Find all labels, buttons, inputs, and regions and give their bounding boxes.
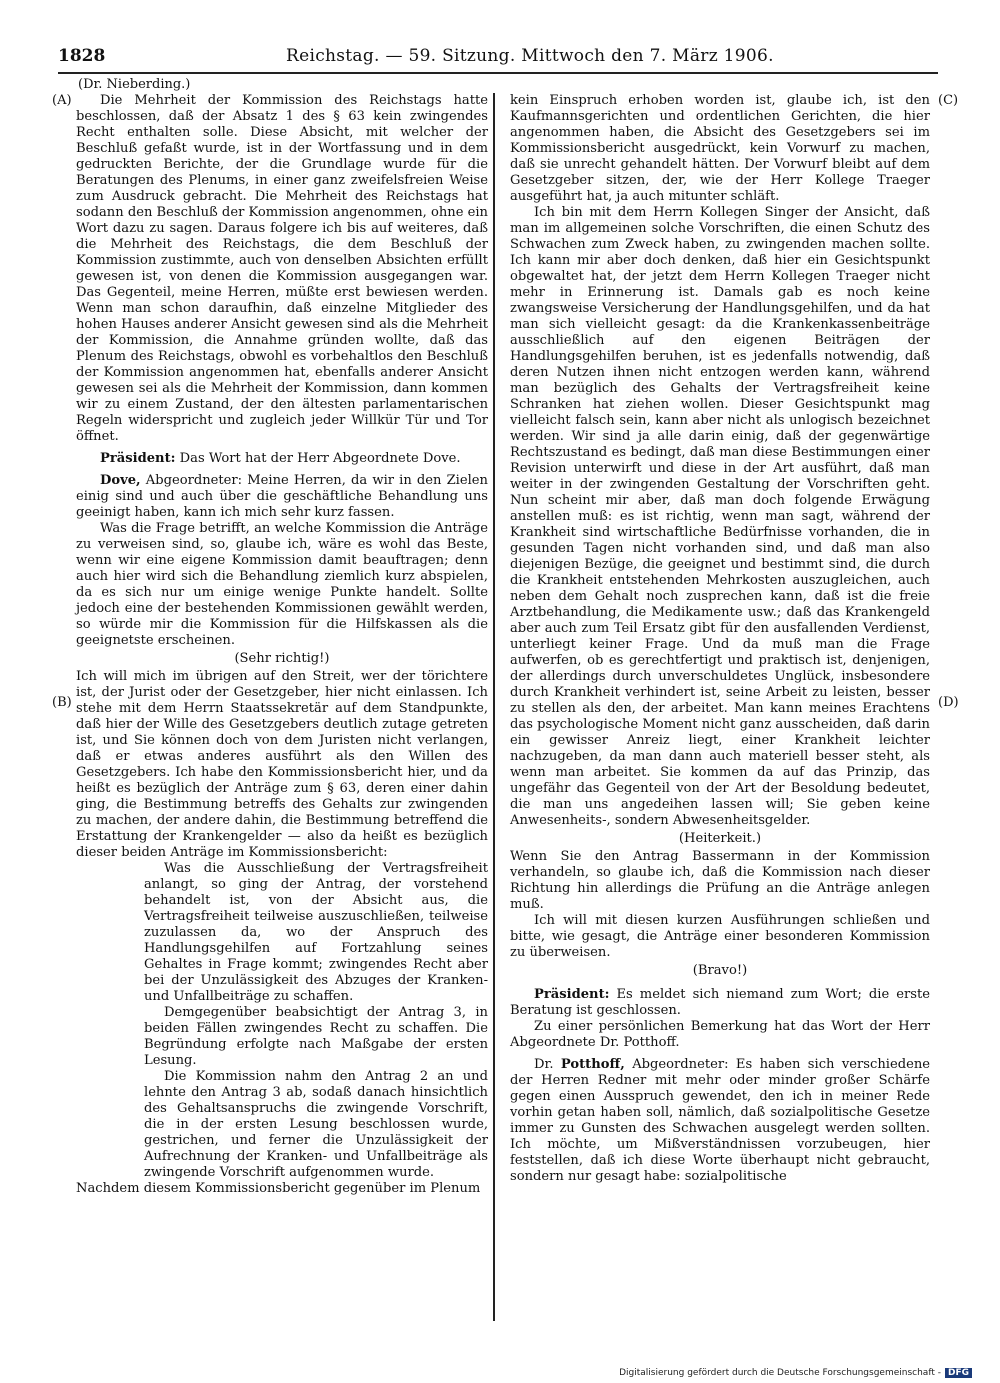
paragraph: Ich bin mit dem Herrn Kollegen Singer der Ansicht, daß man im allgemeinen solche Vorschriften, die einen Schutz des Schwachen zum Zweck haben, zu zwingenden machen sollte. Ich kann mir aber doch denken, daß hier ein Gesichtspunkt obgewaltet hat, der jetzt dem Herrn Kollegen Traeger nicht mehr in Erinnerung ist. Damals gab es noch keine zwangsweise Versicherung der Handlungsgehilfen, und da hat man sich vielleicht gesagt: da die Krankenkassenbeiträge ausschließlich auf den eigenen Beiträgen der Handlungsgehilfen beruhen, ist es jedenfalls notwendig, daß deren Nutzen ihnen nicht entzogen werden kann, während man bezüglich des Gehalts der Vertragsfreiheit keine Schranken hat ziehen wollen. Dieser Gesichtspunkt mag vielleicht falsch sein, kann aber nicht als unlogisch bezeichnet werden. Wir sind ja alle darin einig, daß der gegenwärtige Rechtszustand es bedingt, daß man diese Bestimmungen einer Revision unterwirft und diese in der Art ausführt, daß man weiter in der zwingenden Gestaltung der Vorschriften geht. Nun scheint mir aber, daß man doch folgende Erwägung anstellen muß: es ist richtig, wenn man sagt, während der Krankheit sind wirtschaftliche Bedürfnisse vorhanden, die in gesunden Tagen nicht vorhanden sind, und daß man also diejenigen Bezüge, die geeignet und bestimmt sind, die durch die Krankheit entstehenden Mehrkosten auszugleichen, auch neben dem Gehalt noch zusprechen kann, daß ist die freie Arztbehandlung, die Medikamente usw.; daß das Krankengeld aber auch zum Teil Ersatz gibt für den ausfallenden Verdienst, unterliegt keiner Frage. Und da muß man die Frage aufwerfen, ob es gerechtfertigt und praktisch ist, denjenigen, der allerdings durch unverschuldetes Unglück, insbesondere durch Krankheit verhindert ist, seine Arbeit zu leisten, besser zu stellen als den, der arbeitet. Man kann meines Erachtens das psychologische Moment nicht ganz ausscheiden, daß darin ein gewisser Anreiz liegt, einer Krankheit leichter nachzugeben, da man dann auch materiell besser steht, als wenn man arbeitet. Sie kommen da auf das Prinzip, das ungefähr das Gegenteil von der Art der Besoldung bedeutet, die man uns angedeihen lassen will; Sie geben keine Anwesenheits-, sondern Abwesenheitsgelder. bbox=[510, 205, 930, 828]
page-number: 1828 bbox=[58, 46, 106, 66]
paragraph: Ich will mit diesen kurzen Ausführungen schließen und bitte, wie gesagt, die Anträge einer besonderen Kommission zu überweisen. bbox=[510, 913, 930, 960]
margin-mark-d: (D) bbox=[938, 695, 959, 710]
column-divider bbox=[493, 93, 495, 1321]
speech-text: Es meldet sich niemand zum Wort; die erste Beratung ist geschlossen. bbox=[510, 987, 930, 1018]
margin-mark-a: (A) bbox=[52, 93, 72, 108]
margin-mark-b: (B) bbox=[52, 695, 72, 710]
speaker-label: Dove, bbox=[100, 473, 141, 488]
block-quote bbox=[144, 861, 488, 1181]
paragraph: kein Einspruch erhoben worden ist, glaube ich, ist den Kaufmannsgerichten und ordentlichen Gerichten, die hier angenommen haben, die Absicht des Gesetzgebers sei im Kommissionsbericht ausgedrückt, kein Vorwurf zu machen, daß sie unrecht gehandelt hätten. Der Vorwurf bleibt auf dem Gesetzgeber sitzen, der, wie der Herr Kollege Traeger ausgeführt hat, ja auch mitunter schläft. bbox=[510, 93, 930, 204]
left-column bbox=[76, 93, 488, 1197]
dfg-logo: DFG bbox=[945, 1368, 972, 1378]
footer-text: Digitalisierung gefördert durch die Deutsche Forschungsgemeinschaft - bbox=[619, 1368, 941, 1378]
speaker-label: Potthoff, bbox=[560, 1057, 625, 1072]
quote-paragraph: Was die Ausschließung der Vertragsfreiheit anlangt, so ging der Antrag, der vorstehend behandelt ist, von der Absicht aus, die Vertragsfreiheit teilweise auszuschließen, teilweise zuzulassen da, wo der Anspruch des Handlungsgehilfen auf Fortzahlung seines Gehaltes in Frage kommt; zwingendes Recht aber bei der Unzulässigkeit des Abzuges der Kranken- und Unfallbeiträge zu schaffen. bbox=[144, 861, 488, 1004]
speaker-label: Präsident: bbox=[100, 451, 176, 466]
speaker-label: Präsident: bbox=[534, 987, 610, 1002]
page-header bbox=[58, 42, 938, 74]
paragraph: Ich will mich im übrigen auf den Streit, wer der törichtere ist, der Jurist oder der Gesetzgeber, hier nicht einlassen. Ich stehe mit dem Herrn Staatssekretär auf dem Standpunkte, daß hier der Wille des Gesetzgebers deutlich zutage getreten ist, und Sie können doch von dem Juristen nicht verlangen, daß er etwas anderes ausführt als den Willen des Gesetzgebers. Ich habe den Kommissionsbericht hier, und da heißt es bezüglich der Anträge zum § 63, deren einer dahin ging, die Bestimmung betreffs des Gehalts zur zwingenden zu machen, der andere dahin, die Bestimmung betreffend die Erstattung der Krankengelder — also da heißt es bezüglich dieser beiden Anträge im Kommissionsbericht: bbox=[76, 669, 488, 860]
interjection: (Heiterkeit.) bbox=[678, 831, 762, 846]
footer-credit bbox=[619, 1368, 972, 1378]
speaker-prefix: Dr. bbox=[534, 1057, 554, 1072]
paragraph: Nachdem diesem Kommissionsbericht gegenüber im Plenum bbox=[76, 1181, 481, 1196]
paragraph bbox=[510, 1057, 930, 1185]
margin-mark-c: (C) bbox=[938, 93, 959, 108]
paragraph: Zu einer persönlichen Bemerkung hat das Wort der Herr Abgeordnete Dr. Potthoff. bbox=[510, 1019, 930, 1050]
speech-text: Abgeordneter: Es haben sich verschiedene der Herren Redner mit mehr oder minder großer Schärfe gegen einen Ausspruch gewendet, den ich in meiner Rede vorhin getan haben soll, nämlich, daß sozialpolitische Gesetze immer zu Gunsten des Schwachen ausgelegt werden sollten. Ich möchte, um Mißverständnissen vorzubeugen, hier feststellen, daß ich diese Worte überhaupt nicht gebraucht, sondern nur gesagt habe: sozialpolitische bbox=[510, 1057, 931, 1184]
interjection: (Bravo!) bbox=[692, 963, 748, 978]
running-head: Reichstag. — 59. Sitzung. Mittwoch den 7. März 1906. bbox=[286, 46, 774, 66]
speech-text: Das Wort hat der Herr Abgeordnete Dove. bbox=[179, 451, 461, 466]
quote-paragraph: Demgegenüber beabsichtigt der Antrag 3, in beiden Fällen zwingendes Recht zu schaffen. Die Begründung erfolgte nach Maßgabe der ersten Lesung. bbox=[144, 1005, 488, 1068]
speaker-heading: (Dr. Nieberding.) bbox=[78, 77, 191, 92]
right-column bbox=[510, 93, 930, 1185]
interjection: (Sehr richtig!) bbox=[234, 651, 330, 666]
paragraph bbox=[510, 987, 930, 1019]
paragraph: Was die Frage betrifft, an welche Kommission die Anträge zu verweisen sind, so, glaube ich, wäre es wohl das Beste, wenn wir eine eigene Kommission damit beauftragen; denn auch hier wird sich die Behandlung ziemlich kurz abspielen, da es sich nur um einige wenige Punkte handelt. Sollte jedoch eine der bestehenden Kommissionen gewählt werden, so würde mir die Kommission für die Hilfskassen als die geeignetste erscheinen. bbox=[76, 521, 488, 648]
paragraph bbox=[76, 473, 488, 521]
paragraph: Wenn Sie den Antrag Bassermann in der Kommission verhandeln, so glaube ich, daß die Kommission nach dieser Richtung hin allerdings die Prüfung an die Anträge anlegen muß. bbox=[510, 849, 930, 912]
quote-paragraph: Die Kommission nahm den Antrag 2 an und lehnte den Antrag 3 ab, sodaß danach hinsichtlich des Gehaltsanspruchs die zwingende Vorschrift, die in der ersten Lesung beschlossen wurde, gestrichen, und ferner die Unzulässigkeit der Aufrechnung der Kranken- und Unfallbeiträge als zwingende Vorschrift aufgenommen wurde. bbox=[144, 1069, 488, 1180]
paragraph: Die Mehrheit der Kommission des Reichstags hatte beschlossen, daß der Absatz 1 des § 63 kein zwingendes Recht enthalten solle. Diese Absicht, mit welcher der Beschluß gefaßt wurde, ist in der Wortfassung und in dem gedruckten Berichte, der die Grundlage wurde für die Beratungen des Plenums, in einer ganz zweifelsfreien Weise zum Ausdruck gebracht. Die Mehrheit des Reichstags hat sodann den Beschluß der Kommission angenommen, ohne ein Wort dazu zu sagen. Daraus folgere ich bis auf weiteres, daß die Mehrheit des Reichstags, die dem Beschluß der Kommission zustimmte, auch von denselben Absichten erfüllt gewesen ist, von denen die Kommission ausgegangen war. Das Gegenteil, meine Herren, müßte erst bewiesen werden. Wenn man schon daraufhin, daß einzelne Mitglieder des hohen Hauses anderer Ansicht gewesen sind als die Mehrheit der Kommission, die Annahme gründen wollte, daß das Plenum des Reichstags, obwohl es vorbehaltlos den Beschluß der Kommission angenommen hat, ebenfalls anderer Ansicht gewesen sei als die Mehrheit der Kommission, dann kommen wir zu einem Zustand, der den ältesten parlamentarischen Regeln widerspricht und zugleich jeder Willkür Tür und Tor öffnet. bbox=[76, 93, 488, 444]
speech-text: Abgeordneter: Meine Herren, da wir in den Zielen einig sind und auch über die geschäftliche Behandlung uns geeinigt haben, kann ich mich sehr kurz fassen. bbox=[76, 473, 488, 520]
paragraph bbox=[76, 451, 488, 467]
